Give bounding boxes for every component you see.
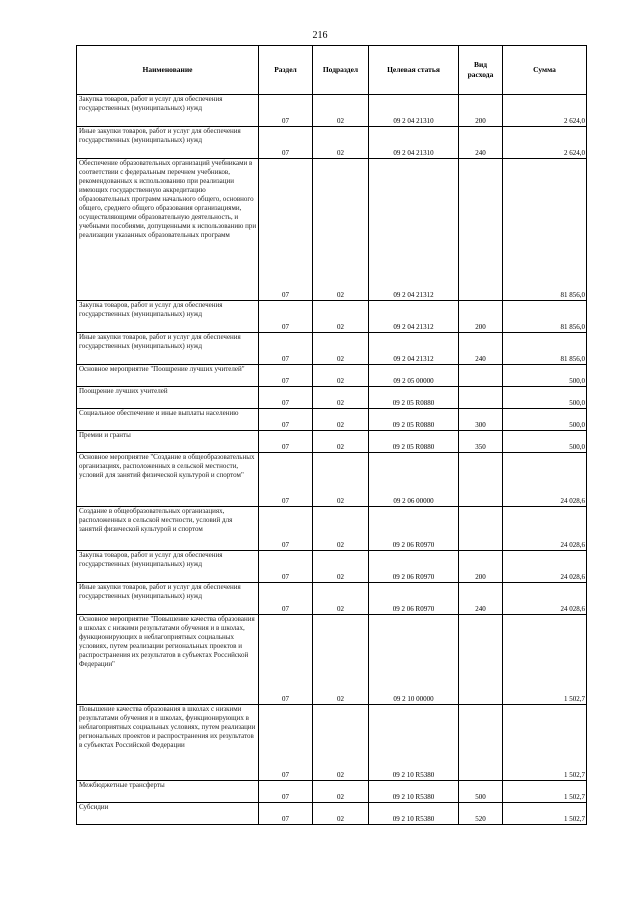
row-amount: 2 624,0 xyxy=(503,95,587,127)
row-name-cell xyxy=(77,551,259,583)
row-amount: 24 028,6 xyxy=(503,551,587,583)
row-name-cell xyxy=(77,431,259,453)
row-subsection: 02 xyxy=(313,507,369,551)
row-name: Повышение качества образования в школах с низкими результатами обучения и в школах, функционирующих в неблагоприятных социальных условиях, путем реализации региональных проектов и распространения их результатов в субъектах Российской Федерации xyxy=(79,705,256,749)
row-section: 07 xyxy=(259,127,313,159)
row-name-cell xyxy=(77,333,259,365)
row-target: 09 2 04 21312 xyxy=(369,333,459,365)
row-amount: 24 028,6 xyxy=(503,507,587,551)
row-section: 07 xyxy=(259,551,313,583)
row-expense-type xyxy=(459,615,503,705)
row-name: Создание в общеобразовательных организациях, расположенных в сельской местности, условий для занятий физической культурой и спортом xyxy=(79,507,233,533)
row-section: 07 xyxy=(259,159,313,301)
budget-table xyxy=(76,45,587,825)
row-subsection: 02 xyxy=(313,409,369,431)
row-amount: 1 502,7 xyxy=(503,781,587,803)
row-name-cell xyxy=(77,159,259,301)
row-expense-type xyxy=(459,507,503,551)
row-section: 07 xyxy=(259,409,313,431)
table-row xyxy=(77,781,587,803)
row-target: 09 2 06 R0970 xyxy=(369,551,459,583)
row-name: Межбюджетные трансферты xyxy=(79,781,165,789)
row-name: Социальное обеспечение и иные выплаты населению xyxy=(79,409,239,417)
row-expense-type: 300 xyxy=(459,409,503,431)
table-row xyxy=(77,705,587,781)
row-target: 09 2 10 R5380 xyxy=(369,705,459,781)
row-section: 07 xyxy=(259,365,313,387)
row-subsection: 02 xyxy=(313,781,369,803)
row-name-cell xyxy=(77,583,259,615)
row-amount: 24 028,6 xyxy=(503,453,587,507)
row-target: 09 2 05 R0880 xyxy=(369,409,459,431)
row-amount: 24 028,6 xyxy=(503,583,587,615)
row-section: 07 xyxy=(259,95,313,127)
table-row xyxy=(77,365,587,387)
row-amount: 81 856,0 xyxy=(503,301,587,333)
row-name-cell xyxy=(77,301,259,333)
row-name: Премии и гранты xyxy=(79,431,131,439)
row-target: 09 2 04 21312 xyxy=(369,159,459,301)
table-row xyxy=(77,333,587,365)
row-subsection: 02 xyxy=(313,583,369,615)
row-subsection: 02 xyxy=(313,615,369,705)
row-subsection: 02 xyxy=(313,95,369,127)
row-section: 07 xyxy=(259,387,313,409)
table-row xyxy=(77,615,587,705)
row-section: 07 xyxy=(259,583,313,615)
row-subsection: 02 xyxy=(313,551,369,583)
row-expense-type: 240 xyxy=(459,127,503,159)
row-name: Обеспечение образовательных организаций учебниками в соответствии с федеральным перечнем учебников, рекомендованных к использованию при реализации имеющих государственную аккредитацию образовательных программ начального общего, основного общего, среднего общего образования организациями, осуществляющими образовательную деятельность, и учебными пособиями, допущенными к использованию при реализации указанных образовательных программ xyxy=(79,159,257,239)
row-expense-type: 200 xyxy=(459,301,503,333)
row-expense-type xyxy=(459,387,503,409)
row-amount: 1 502,7 xyxy=(503,803,587,825)
row-name-cell xyxy=(77,507,259,551)
row-section: 07 xyxy=(259,615,313,705)
row-name-cell xyxy=(77,803,259,825)
header-section: Раздел xyxy=(259,46,313,95)
row-name-cell xyxy=(77,705,259,781)
row-name: Закупка товаров, работ и услуг для обеспечения государственных (муниципальных) нужд xyxy=(79,551,223,568)
row-section: 07 xyxy=(259,453,313,507)
header-subsection: Подраздел xyxy=(313,46,369,95)
row-target: 09 2 06 R0970 xyxy=(369,583,459,615)
row-name-cell xyxy=(77,95,259,127)
row-section: 07 xyxy=(259,781,313,803)
table-row xyxy=(77,431,587,453)
row-amount: 81 856,0 xyxy=(503,333,587,365)
row-subsection: 02 xyxy=(313,803,369,825)
row-amount: 500,0 xyxy=(503,409,587,431)
row-name-cell xyxy=(77,387,259,409)
row-subsection: 02 xyxy=(313,387,369,409)
row-expense-type: 500 xyxy=(459,781,503,803)
row-name: Иные закупки товаров, работ и услуг для обеспечения государственных (муниципальных) нужд xyxy=(79,333,241,350)
row-expense-type xyxy=(459,159,503,301)
row-name: Субсидии xyxy=(79,803,109,811)
table-row xyxy=(77,803,587,825)
row-section: 07 xyxy=(259,705,313,781)
row-section: 07 xyxy=(259,803,313,825)
row-target: 09 2 05 R0880 xyxy=(369,431,459,453)
row-expense-type: 520 xyxy=(459,803,503,825)
row-subsection: 02 xyxy=(313,365,369,387)
header-amount: Сумма xyxy=(503,46,587,95)
header-target: Целевая статья xyxy=(369,46,459,95)
row-expense-type xyxy=(459,705,503,781)
row-target: 09 2 10 00000 xyxy=(369,615,459,705)
row-name: Закупка товаров, работ и услуг для обеспечения государственных (муниципальных) нужд xyxy=(79,301,223,318)
row-name-cell xyxy=(77,409,259,431)
row-target: 09 2 05 R0880 xyxy=(369,387,459,409)
row-amount: 2 624,0 xyxy=(503,127,587,159)
row-target: 09 2 04 21310 xyxy=(369,127,459,159)
row-name: Закупка товаров, работ и услуг для обеспечения государственных (муниципальных) нужд xyxy=(79,95,223,112)
row-expense-type: 200 xyxy=(459,95,503,127)
row-subsection: 02 xyxy=(313,159,369,301)
row-name-cell xyxy=(77,781,259,803)
row-subsection: 02 xyxy=(313,127,369,159)
header-name: Наименование xyxy=(77,46,259,95)
row-amount: 500,0 xyxy=(503,365,587,387)
row-section: 07 xyxy=(259,507,313,551)
table-row xyxy=(77,159,587,301)
row-amount: 1 502,7 xyxy=(503,705,587,781)
row-name: Иные закупки товаров, работ и услуг для обеспечения государственных (муниципальных) нужд xyxy=(79,583,241,600)
row-subsection: 02 xyxy=(313,333,369,365)
table-row xyxy=(77,387,587,409)
table-row xyxy=(77,583,587,615)
table-row xyxy=(77,301,587,333)
row-name: Иные закупки товаров, работ и услуг для обеспечения государственных (муниципальных) нужд xyxy=(79,127,241,144)
row-expense-type: 350 xyxy=(459,431,503,453)
row-subsection: 02 xyxy=(313,431,369,453)
row-expense-type xyxy=(459,453,503,507)
row-subsection: 02 xyxy=(313,301,369,333)
row-amount: 500,0 xyxy=(503,431,587,453)
row-expense-type: 200 xyxy=(459,551,503,583)
row-section: 07 xyxy=(259,301,313,333)
header-expense-type: Вид расхода xyxy=(459,46,503,95)
row-section: 07 xyxy=(259,333,313,365)
table-row xyxy=(77,453,587,507)
table-row xyxy=(77,95,587,127)
table-row xyxy=(77,127,587,159)
row-name-cell xyxy=(77,365,259,387)
table-header-row xyxy=(77,46,587,95)
row-target: 09 2 05 00000 xyxy=(369,365,459,387)
row-target: 09 2 04 21310 xyxy=(369,95,459,127)
row-amount: 81 856,0 xyxy=(503,159,587,301)
row-name-cell xyxy=(77,127,259,159)
row-expense-type: 240 xyxy=(459,333,503,365)
row-amount: 1 502,7 xyxy=(503,615,587,705)
table-row xyxy=(77,507,587,551)
row-name: Поощрение лучших учителей xyxy=(79,387,168,395)
table-row xyxy=(77,551,587,583)
row-name: Основное мероприятие "Поощрение лучших учителей" xyxy=(79,365,245,373)
row-name: Основное мероприятие "Создание в общеобразовательных организациях, расположенных в сельской местности, условий для занятий физической культурой и спортом" xyxy=(79,453,255,479)
row-subsection: 02 xyxy=(313,705,369,781)
row-name-cell xyxy=(77,615,259,705)
row-section: 07 xyxy=(259,431,313,453)
row-target: 09 2 06 00000 xyxy=(369,453,459,507)
row-amount: 500,0 xyxy=(503,387,587,409)
row-target: 09 2 06 R0970 xyxy=(369,507,459,551)
row-target: 09 2 04 21312 xyxy=(369,301,459,333)
table-row xyxy=(77,409,587,431)
page-number: 216 xyxy=(312,30,328,41)
row-name-cell xyxy=(77,453,259,507)
row-expense-type: 240 xyxy=(459,583,503,615)
row-target: 09 2 10 R5380 xyxy=(369,803,459,825)
row-expense-type xyxy=(459,365,503,387)
row-name: Основное мероприятие "Повышение качества образования в школах с низкими результатами обучения и в школах, функционирующих в неблагоприятных социальных условиях, путем реализации региональных проектов и распространения их результатов в субъектах Российской Федерации" xyxy=(79,615,255,668)
row-subsection: 02 xyxy=(313,453,369,507)
row-target: 09 2 10 R5380 xyxy=(369,781,459,803)
